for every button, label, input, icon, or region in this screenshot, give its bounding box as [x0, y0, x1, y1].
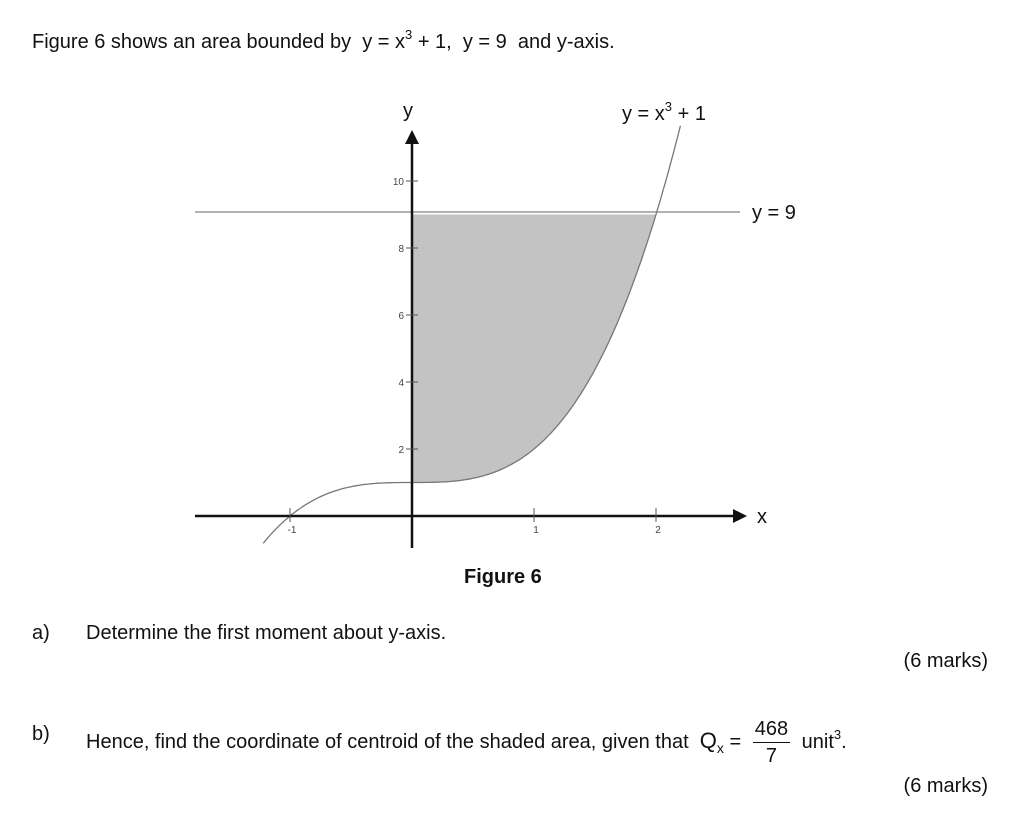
- x-axis-arrow-icon: [733, 509, 747, 523]
- y-tick-label: 8: [398, 244, 404, 255]
- y-tick-label: 4: [398, 378, 404, 389]
- question-b-prompt: Hence, find the coordinate of centroid of the shaded area, given that: [86, 731, 689, 753]
- line-label: y = 9: [752, 202, 796, 224]
- intro-lead: Figure 6 shows an area bounded by: [32, 31, 352, 53]
- equals-sign: =: [729, 731, 742, 753]
- fraction: $\frac{468}{7}$: [754, 718, 789, 768]
- unit: unit$^3$.: [801, 727, 847, 753]
- question-b-text: [86, 700, 847, 783]
- figure-caption: Figure 6: [464, 566, 542, 588]
- y-tick-label: 10: [392, 177, 404, 188]
- x-tick-label: 1: [533, 525, 539, 536]
- equation-curve: $y = x^3 + 1$,: [362, 27, 452, 53]
- question-a-marks: (6 marks): [903, 650, 988, 672]
- y-tick-label: 2: [398, 445, 404, 456]
- y-axis-arrow-icon: [405, 130, 419, 144]
- x-tick-label: 2: [655, 525, 661, 536]
- question-a-text: Determine the first moment about y-axis.: [86, 622, 447, 644]
- question-a-label: a): [32, 622, 50, 644]
- x-tick-label: -1: [287, 525, 297, 536]
- intro-tail: and y-axis.: [517, 31, 615, 53]
- equation-line: y = 9: [462, 31, 507, 53]
- y-axis-label: y: [403, 100, 413, 122]
- curve-label: $y = x^3 + 1$: [622, 99, 706, 125]
- x-ticks: [288, 508, 662, 536]
- x-axis-label: x: [757, 506, 767, 528]
- qx-symbol: $Q_x$: [699, 728, 724, 756]
- y-tick-label: 6: [398, 311, 404, 322]
- intro-text: [32, 27, 615, 54]
- question-b-label: b): [32, 723, 50, 745]
- shaded-area: [412, 215, 656, 483]
- question-b-marks: (6 marks): [903, 775, 988, 797]
